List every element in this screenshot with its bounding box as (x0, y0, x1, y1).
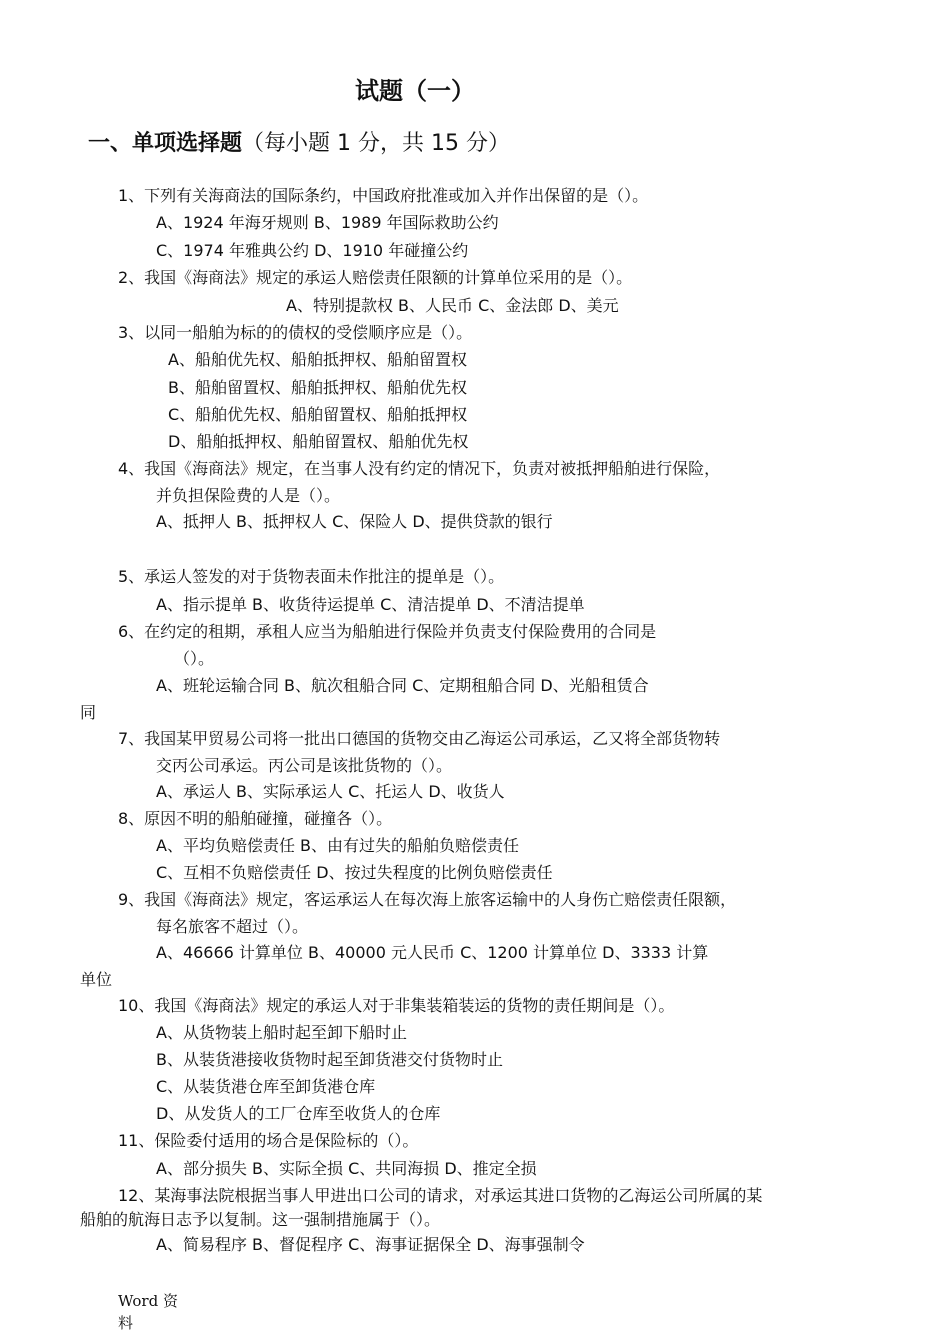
option-line: A、部分损失 B、实际全损 C、共同海损 D、推定全损 (156, 1159, 537, 1178)
question-line: 12、某海事法院根据当事人甲进出口公司的请求，对承运其进口货物的乙海运公司所属的某 (118, 1186, 763, 1205)
question-line: （）。 (174, 649, 215, 668)
option-line: B、船舶留置权、船舶抵押权、船舶优先权 (168, 378, 467, 397)
option-line: A、承运人 B、实际承运人 C、托运人 D、收货人 (156, 782, 505, 801)
option-line: A、抵押人 B、抵押权人 C、保险人 D、提供贷款的银行 (156, 512, 553, 531)
question-line: 8、原因不明的船舶碰撞，碰撞各（）。 (118, 809, 393, 828)
question-line: 4、我国《海商法》规定，在当事人没有约定的情况下，负责对被抵押船舶进行保险， (118, 459, 721, 478)
question-line: 3、以同一船舶为标的的债权的受偿顺序应是（）。 (118, 323, 473, 342)
question-line: 每名旅客不超过（）。 (156, 917, 309, 936)
question-line: 7、我国某甲贸易公司将一批出口德国的货物交由乙海运公司承运，乙又将全部货物转 (118, 729, 721, 748)
option-line: C、1974 年雅典公约 D、1910 年碰撞公约 (156, 241, 469, 260)
option-line: B、从装货港接收货物时起至卸货港交付货物时止 (156, 1050, 503, 1069)
question-line: 船舶的航海日志予以复制。这一强制措施属于（）。 (80, 1210, 441, 1229)
section-heading (88, 130, 510, 158)
option-line: D、船舶抵押权、船舶留置权、船舶优先权 (168, 432, 469, 451)
option-line: C、互相不负赔偿责任 D、按过失程度的比例负赔偿责任 (156, 863, 553, 882)
question-line: 5、承运人签发的对于货物表面未作批注的提单是（）。 (118, 567, 505, 586)
question-line: 1、下列有关海商法的国际条约，中国政府批准或加入并作出保留的是（）。 (118, 186, 649, 205)
option-line: D、从发货人的工厂仓库至收货人的仓库 (156, 1104, 441, 1123)
option-line: A、船舶优先权、船舶抵押权、船舶留置权 (168, 350, 467, 369)
option-line: A、特别提款权 B、人民币 C、金法郎 D、美元 (286, 296, 619, 315)
question-line: 9、我国《海商法》规定，客运承运人在每次海上旅客运输中的人身伤亡赔偿责任限额， (118, 890, 737, 909)
option-line: A、简易程序 B、督促程序 C、海事证据保全 D、海事强制令 (156, 1235, 585, 1254)
question-line: 10、我国《海商法》规定的承运人对于非集装箱装运的货物的责任期间是（）。 (118, 996, 675, 1015)
section-heading-note: （每小题 1 分，共 15 分） (242, 131, 510, 156)
question-line: 并负担保险费的人是（）。 (156, 486, 341, 505)
document-title: 试题（一） (355, 77, 475, 105)
option-line: A、1924 年海牙规则 B、1989 年国际救助公约 (156, 213, 499, 232)
option-line: 单位 (80, 970, 113, 989)
option-line: A、平均负赔偿责任 B、由有过失的船舶负赔偿责任 (156, 836, 520, 855)
option-line: A、从货物装上船时起至卸下船时止 (156, 1023, 407, 1042)
question-line: 交丙公司承运。丙公司是该批货物的（）。 (156, 756, 453, 775)
option-line: C、从装货港仓库至卸货港仓库 (156, 1077, 376, 1096)
question-line: 11、保险委付适用的场合是保险标的（）。 (118, 1131, 419, 1150)
page-footer: Word 资料 (118, 1292, 178, 1332)
option-line: A、46666 计算单位 B、40000 元人民币 C、1200 计算单位 D、3333 计算 (156, 943, 709, 962)
question-line: 6、在约定的租期，承租人应当为船舶进行保险并负责支付保险费用的合同是 (118, 622, 657, 641)
question-line: 2、我国《海商法》规定的承运人赔偿责任限额的计算单位采用的是（）。 (118, 268, 633, 287)
option-line: A、指示提单 B、收货待运提单 C、清洁提单 D、不清洁提单 (156, 595, 585, 614)
option-line: C、船舶优先权、船舶留置权、船舶抵押权 (168, 405, 468, 424)
section-heading-label: 一、单项选择题 (88, 131, 243, 156)
option-line: A、班轮运输合同 B、航次租船合同 C、定期租船合同 D、光船租赁合 (156, 676, 649, 695)
option-line: 同 (80, 703, 97, 722)
